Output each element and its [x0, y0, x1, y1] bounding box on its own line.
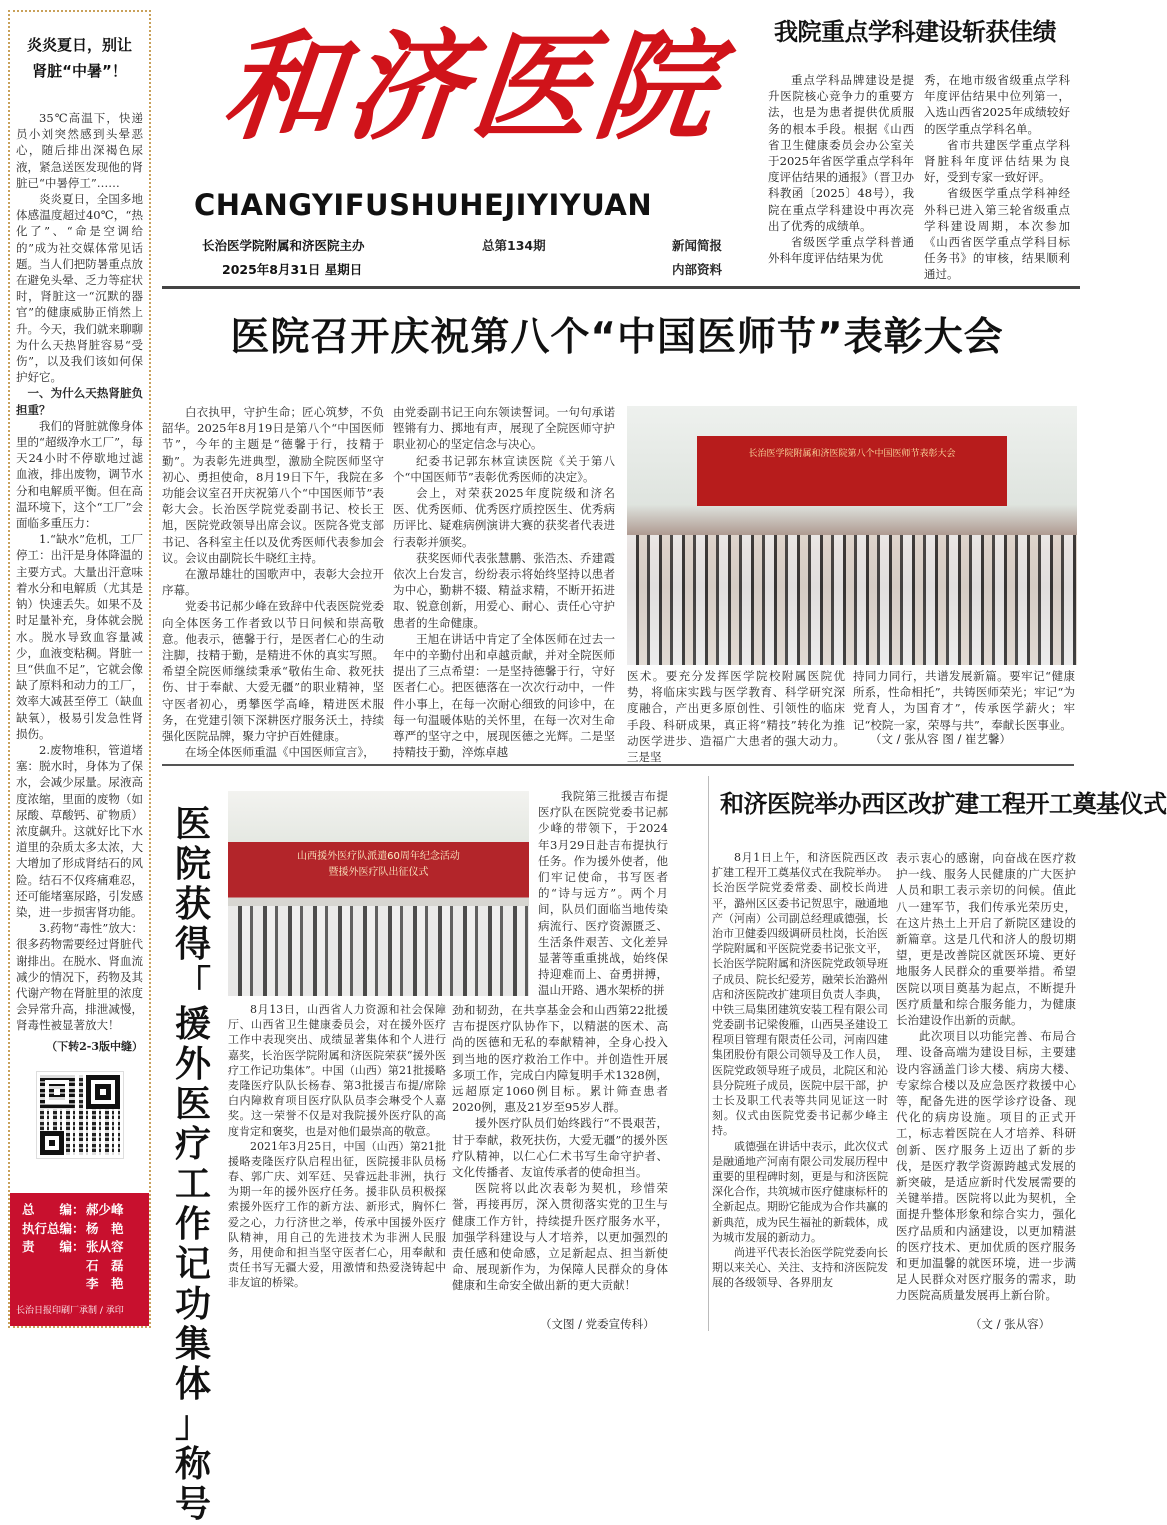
sidebar-title: 炎炎夏日，别让 肾脏“中暑”！ [26, 36, 132, 80]
article-paragraph: 党委书记郝少峰在致辞中代表医院党委向全体医务工作者致以节日问候和崇高敬意。他表示，德馨于行，是医者仁心的生动注脚，技精于勤，是精进不休的真实写照。希望全院医师继续秉承“敬佑生命、救死扶伤、甘于奉献、大爱无疆”的职业精神，坚守医者初心，勇攀医学高峰，精进医术服务，在党建引领下深耕医疗服务沃土，持续强化医院品牌，聚力守护百姓健康。 [162, 599, 384, 744]
article-paragraph: 此次项目以功能完善、布局合理、设备高端为建设目标，主要建设内容涵盖门诊大楼、病房大楼、专家综合楼以及应急医疗救援中心等，配备先进的医学诊疗设备、现代化的病房设施。项目的正式开工，标志着医院在人才培养、科研创新、医疗服务上迈出了新的步伐，是医疗教学资源跨越式发展的新突破，是适应新时代发展需要的关键举措。医院将以此为契机，全面提升整体形象和综合实力，强化医疗品质和内涵建设，以更加精湛的医疗技术、更加优质的医疗服务和更加温馨的就医环境，进一步满足人民群众对医疗服务的需求，助力医院高质量发展再上新台阶。 [896, 1029, 1076, 1303]
article-key-disciplines [760, 12, 1070, 283]
article-title: 我院重点学科建设斩获佳绩 [774, 18, 1056, 46]
sidebar-paragraph: 2.废物堆积，管道堵塞：脱水时，身体为了保水，会减少尿量。尿液高度浓缩，里面的废物（如尿酸、草酸钙、矿物质）浓度飙升。这就好比下水道里的杂质太多太浓，大大增加了形成肾结石的风险。结石不仅疼痛难忍，还可能堵塞尿路，引发感染，进一步损害肾功能。 [16, 742, 143, 919]
sidebar-paragraph: 35℃高温下，快递员小刘突然感到头晕恶心，随后排出深褐色尿液，紧急送医发现他的肾脏已“中暑停工”…… [16, 111, 143, 190]
ceremony-photo [627, 406, 1077, 665]
credit-row: 总 编： 郝少峰 [22, 1202, 124, 1217]
article-paragraph: 援外医疗队员们始终践行“不畏艰苦，甘于奉献，救死扶伤，大爱无疆”的援外医疗队精神，以仁心仁术书写生命守护者、文化传播者、友谊传承者的使命担当。 [452, 1116, 668, 1180]
issue-number: 总第134期 [482, 238, 546, 253]
credit-row: 责 编： 张从容 [22, 1239, 124, 1254]
logo-pinyin: CHANGYIFUSHUHEJIYIYUAN [194, 188, 653, 222]
sidebar-paragraph: 3.药物“毒性”放大：很多药物需要经过肾脏代谢排出。在脱水、肾血流减少的情况下，药物及其代谢产物在肾脏里的浓度会异常升高，排泄减慢，肾毒性被显著放大！ [16, 921, 143, 1033]
article2-byline: （文图 / 党委宣传科） [540, 1317, 655, 1331]
article1-column-2 [393, 404, 615, 760]
article-paragraph: 劲和韧劲，在共享基金会和山西第22批援吉布提医疗队协作下，以精湛的医术、高尚的医德和无私的奉献精神，全身心投入到当地的医疗救治工作中。并创造性开展多项工作，完成白内障复明手术1328例，远超原定1060例目标。累计筛查患者2020例，惠及21岁至95岁人群。 [452, 1003, 668, 1115]
sidebar-paragraph: 炎炎夏日，全国多地体感温度超过40℃，“热化了”、“命是空调给的”成为社交媒体常见话题。当人们把防暑重点放在避免头晕、乏力等症状时，肾脏这一“沉默的器官”的健康威胁正悄然上升。今天，我们就来聊聊为什么天热肾脏容易“受伤”，以及我们该如何保护好它。 [16, 192, 143, 385]
article-paragraph: 秀，在地市级省级重点学科年度评估结果中位列第一，入选山西省2025年成绩较好的医学重点学科名单。 [924, 73, 1070, 136]
article-body [760, 72, 1070, 283]
article-paragraph: 持同力同行，共谱发展新篇。要牢记“健康所系，性命相托”，共铸医师荣光；牢记“为党育人，为国育才”，传承医学薪火；牢记“校院一家，荣辱与共”，奉献长医事业。 [853, 669, 1075, 732]
article-paragraph: 省市共建医学重点学科肾脏科年度评估结果为良好，受到专家一致好评。 [924, 137, 1070, 185]
printer-note: 长治日报印刷厂承制 / 承印 [16, 1305, 124, 1316]
photo-banner-text: 暨援外医疗队出征仪式 [328, 867, 429, 878]
sidebar-paragraph: 我们的肾脏就像身体里的“超级净水工厂”，每天24小时不停歇地过滤血液，排出废物，调节水分和电解质平衡。但在高温环境下，这个“工厂”会面临多重压力： [16, 418, 143, 531]
article-paragraph: 表示衷心的感谢，向奋战在医疗救护一线、服务人民健康的广大医护人员和职工表示亲切的问候。值此八一建军节，我们传承光荣历史，在这片热土上开启了新院区建设的新篇章。这是几代和济人的殷切期望，更是改善院区就医环境、更好地服务人民群众的重要举措。希望医院以项目奠基为起点，不断提升医疗质量和综合服务能力，为健康长治建设作出新的贡献。 [896, 851, 1076, 1028]
article-paragraph: 8月1日上午，和济医院西区改扩建工程开工奠基仪式在我院举办。长治医学院党委常委、副校长尚进平，潞州区区委书记贺思宇，融通地产（河南）公司副总经理戚德强，长治市卫健委四级调研员杜岗，长治医学院附属和平医院党委书记张文平，长治医学院附属和济医院党政领导班子成员、院长纪爱芳，融荣长治潞州店和济医院改扩建项目负责人李典，中铁三局集团建筑安装工程有限公司党委副书记梁俊雁，山西昊圣建设工程项目管理有限责任公司，河南四建集团股份有限公司领导及工作人员，医院党政领导班子成员，北院区和沁县分院班子成员，医院中层干部，护士长及职工代表等共同见证这一时刻。仪式由医院党委书记郝少峰主持。 [712, 851, 888, 1138]
article2-column-top [538, 788, 668, 999]
article-paragraph: 8月13日，山西省人力资源和社会保障厅、山西省卫生健康委员会，对在援外医疗工作中表现突出、成绩显著集体和个人进行嘉奖，长治医学院附属和济医院荣获“援外医疗工作记功集体”。中国（山西）第21批援略麦隆医疗队队长杨春、第3批援吉布提/席除白内障救育项目医疗队队员李会琳受个人嘉奖。这一荣誉不仅是对我院援外医疗队的高度肯定和褒奖，也是对他们最崇高的敬意。 [228, 1003, 446, 1138]
article2-column-1 [228, 1002, 446, 1291]
photo-banner-text: 山西援外医疗队派遣60周年纪念活动 [297, 851, 460, 862]
publication-type: 新闻简报 内部资料 [672, 238, 723, 277]
aid-team-photo [228, 791, 529, 996]
aid-article-vertical-title: 医 院 获 得 「 援 外 医 疗 工 作 记 功 集 体 」 称 号 [174, 804, 211, 1525]
masthead [162, 8, 750, 286]
article3-byline: （文 / 张从容） [970, 1317, 1051, 1331]
article-paragraph: 2021年3月25日，中国（山西）第21批援略麦隆医疗队启程出征，医院援非队员杨春、郭广庆、刘军廷、吴睿远赴非洲，执行为期一年的援外医疗任务。援非队员积极探索援外医疗工作的新方法、新形式，胸怀仁爱之心，力行济世之举，传承中国援外医疗队精神，用自己的先进技术为非洲人民服务，用使命和担当坚守医者仁心，用奉献和责任书写无疆大爱，用激情和热爱浇铸起中非友谊的桥梁。 [228, 1139, 446, 1290]
credit-row: 李 艳 [86, 1276, 124, 1291]
article3-column-2 [896, 850, 1076, 1304]
masthead-info [202, 234, 365, 282]
article-paragraph: 获奖医师代表张慧鹏、张浩杰、乔建霞依次上台发言，纷纷表示将始终坚持以患者为中心，勤耕不辍、精益求精，不断开拓进取、锐意创新，用爱心、耐心、责任心守护患者的生命健康。 [393, 550, 615, 630]
photo-banner-text: 长治医学院附属和济医院第八个中国医师节表彰大会 [748, 449, 956, 459]
main-headline: 医院召开庆祝第八个“中国医师节”表彰大会 [230, 315, 1004, 360]
article-paragraph: 在激昂雄壮的国歌声中，表彰大会拉开序幕。 [162, 567, 384, 598]
article-paragraph: 王旭在讲话中肯定了全体医师在过去一年中的辛勤付出和卓越贡献，并对全院医师提出了三点希望：一是坚持德馨于行，守好医者仁心。把医德落在一次次行动中，一件件小事上，在每一次耐心细致的问诊中，在每一句温暖体贴的关怀里，在每一次对生命尊严的坚守之中，展现医德之光辉。二是坚持精技于勤，淬炼卓越 [393, 631, 615, 760]
article-paragraph: 在场全体医师重温《中国医师宣言》， [185, 745, 375, 760]
article-paragraph: 尚进平代表长治医学院党委向长期以来关心、关注、支持和济医院发展的各级领导、各界朋友 [712, 1245, 888, 1290]
article1-column-1 [162, 404, 384, 760]
article1-column-3 [627, 668, 845, 765]
issue-date: 2025年8月31日 星期日 [222, 262, 363, 277]
sidebar-paragraph: 1.“缺水”危机，工厂停工：出汗是身体降温的主要方式。大量出汗意味着水分和电解质（尤其是钠）快速丢失。如果不及时足量补充，身体就会脱水。脱水导致血容量减少，血液变粘稠。肾脏一旦“供血不足”，它就会像缺了原料和动力的工厂，效率大减甚至停工（缺血缺氧），极易引发急性肾损伤。 [16, 532, 143, 741]
article-paragraph: 会上，对荣获2025年度院级和济名医、优秀医师、优秀医疗质控医生、优秀病历评比、疑难病例演讲大赛的获奖者代表进行表彰并颁奖。 [393, 486, 615, 549]
construction-article-title: 和济医院举办西区改扩建工程开工奠基仪式 [720, 790, 1167, 818]
qr-code[interactable] [37, 1072, 123, 1158]
sidebar-subheading: 一、为什么天热肾脏负担重？ [16, 386, 143, 417]
article-paragraph: 医院将以此次表彰为契机，珍惜荣誉，再接再厉，深入贯彻落实党的卫生与健康工作方针，持续提升医疗服务水平，加强学科建设与人才培养，以更加强烈的责任感和使命感，立足新起点、担当新使命、展现新作为，为保障人民群众的身体健康和生命安全做出新的更大贡献！ [452, 1181, 668, 1293]
sponsor: 长治医学院附属和济医院主办 [202, 238, 365, 253]
article-paragraph: 省级医学重点学科普通外科年度评估结果为优 [768, 235, 914, 266]
article-paragraph: 纪委书记郭东林宣读医院《关于第八个“中国医师节”表彰优秀医师的决定》。 [393, 453, 615, 484]
newspaper-logo: 和济医院 [216, 17, 728, 156]
continued-note: （下转2-3版中缝） [46, 1039, 143, 1053]
article1-column-4 [853, 668, 1075, 733]
credit-row: 石 磊 [86, 1257, 124, 1273]
article-paragraph: 由党委副书记王向东领读誓词。一句句承诺铿锵有力、掷地有声，展现了全院医师守护职业初心的坚定信念与决心。 [393, 405, 615, 452]
article-paragraph: 重点学科品牌建设是提升医院核心竞争力的重要方法，也是为患者提供优质服务的根本手段。根据《山西省卫生健康委员会办公室关于2025年省医学重点学科年度评估结果的通报》（晋卫办科教函〔2025〕48号），我院在重点学科建设中再次亮出了优秀的成绩单。 [768, 73, 914, 233]
column-divider [708, 776, 709, 1331]
masthead-rule [162, 286, 1080, 289]
article2-column-2 [452, 1002, 668, 1294]
article-paragraph: 白衣执甲，守护生命；匠心筑梦，不负韶华。2025年8月19日是第八个“中国医师节”，今年的主题是“德馨于行，技精于勤”。为表彰先进典型，激励全院医师坚守初心、勇担使命，8月19日下午，我院在多功能会议室召开庆祝第八个“中国医师节”表彰大会。长治医学院党委副书记、校长王旭，医院党政领导出席会议。医院各党支部书记、各科室主任以及优秀医师代表参加会议。会议由副院长牛晓红主持。 [162, 405, 384, 565]
article-paragraph: 医术。要充分发挥医学院校附属医院优势，将临床实践与医学教育、科学研究深度融合，产出更多原创性、引领性的临床手段、科研成果，真正将“精技”转化为推动医学进步、造福广大患者的强大动力。三是坚 [627, 669, 845, 765]
sidebar-body [16, 110, 143, 1034]
editor-credits [10, 1193, 149, 1326]
article-paragraph: 戚德强在讲话中表示，此次仪式是融通地产河南有限公司发展历程中重要的里程碑时刻，更是与和济医院深化合作，共筑城市医疗健康标杆的全新起点。期盼它能成为合作共赢的新典范，成为民生福祉的新载体，成为城市发展的新动力。 [712, 1139, 888, 1244]
article-paragraph: 我院第三批援吉布提医疗队在医院党委书记郝少峰的带领下，于2024年3月29日赴吉布提执行任务。作为援外使者，他们牢记使命，书写医者的“诗与远方”。两个月间，队员们面临当地传染病流行、医疗资源匮乏、生活条件艰苦、文化差异显著等重重挑战，始终保持迎难而上、奋勇拼搏，温山开路、遇水架桥的拼 [538, 789, 668, 998]
credit-row: 执行总编： 杨 艳 [22, 1220, 124, 1236]
health-sidebar [8, 10, 151, 1328]
section-divider [162, 764, 1074, 766]
article-paragraph: 省级医学重点学科神经外科已进入第三轮省级重点学科建设周期，本次参加《山西省医学重点学科目标任务书》的审核，结果顺利通过。 [924, 186, 1070, 282]
article1-byline: （文 / 张从容 图 / 崔艺馨） [870, 732, 1012, 746]
article3-column-1 [712, 850, 888, 1290]
